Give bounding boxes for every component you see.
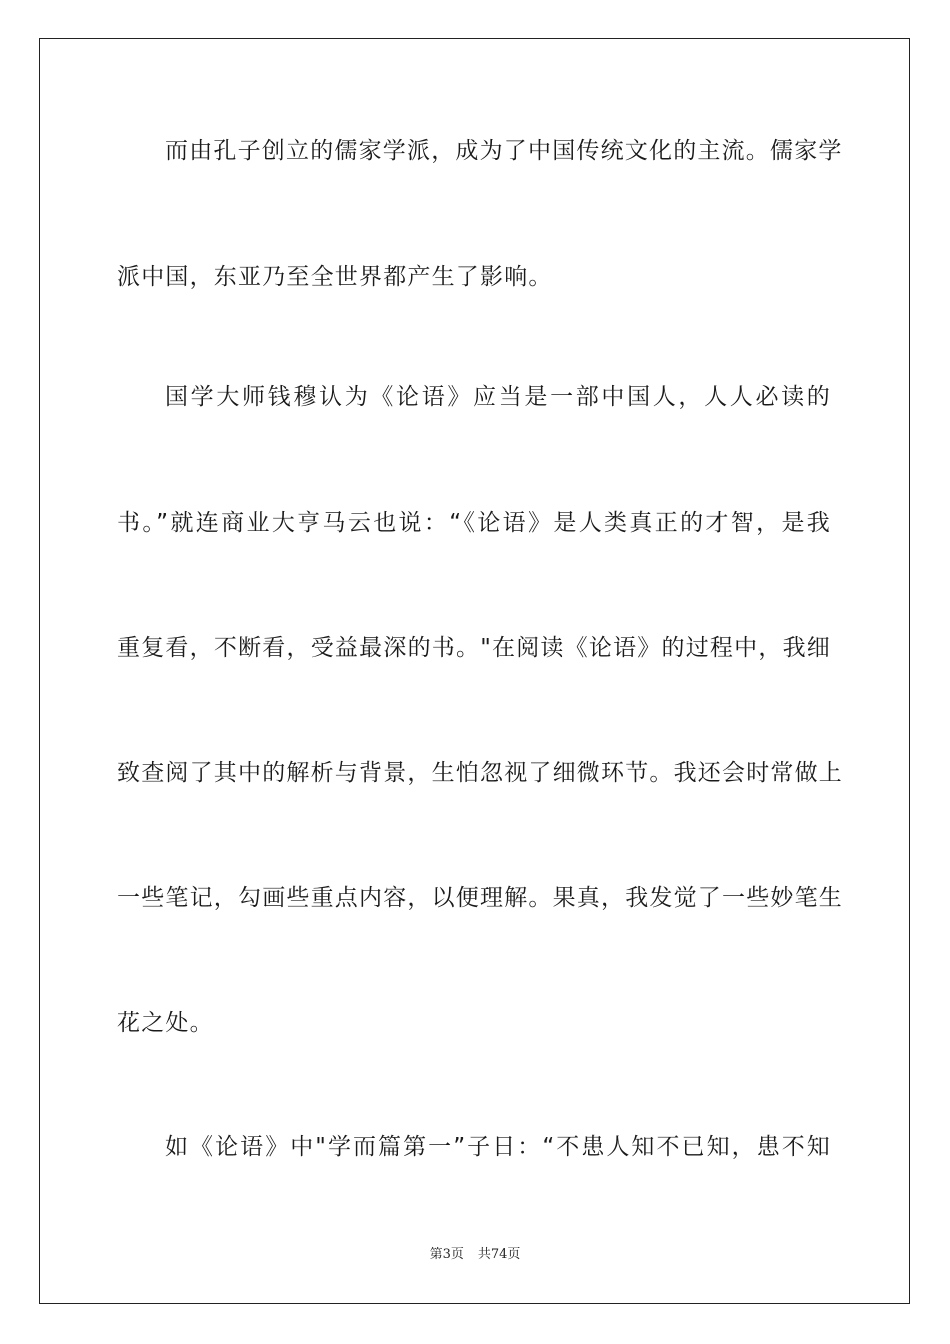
paragraph-2-line-5: 一些笔记，勾画些重点内容，以便理解。果真，我发觉了一些妙笔生 (117, 885, 843, 911)
paragraph-2-line-2: 书。”就连商业大亨马云也说：“《论语》是人类真正的才智，是我 (117, 510, 831, 536)
paragraph-1-line-2: 派中国，东亚乃至全世界都产生了影响。 (117, 264, 553, 290)
page-footer (0, 1246, 950, 1264)
paragraph-2-line-3: 重复看，不断看，受益最深的书。"在阅读《论语》的过程中，我细 (117, 635, 831, 661)
page-number: 第3页 (429, 1247, 464, 1262)
paragraph-1-line-1: 而由孔子创立的儒家学派，成为了中国传统文化的主流。儒家学 (165, 138, 843, 164)
page-total: 共74页 (477, 1247, 521, 1262)
paragraph-2-line-4: 致查阅了其中的解析与背景，生怕忽视了细微环节。我还会时常做上 (117, 760, 843, 786)
paragraph-3-line-1: 如《论语》中"学而篇第一”子日：“不患人知不已知，患不知 (165, 1134, 831, 1160)
paragraph-2-line-1: 国学大师钱穆认为《论语》应当是一部中国人，人人必读的 (165, 384, 831, 410)
paragraph-2-line-6: 花之处。 (117, 1010, 214, 1036)
page-border (39, 38, 910, 1304)
